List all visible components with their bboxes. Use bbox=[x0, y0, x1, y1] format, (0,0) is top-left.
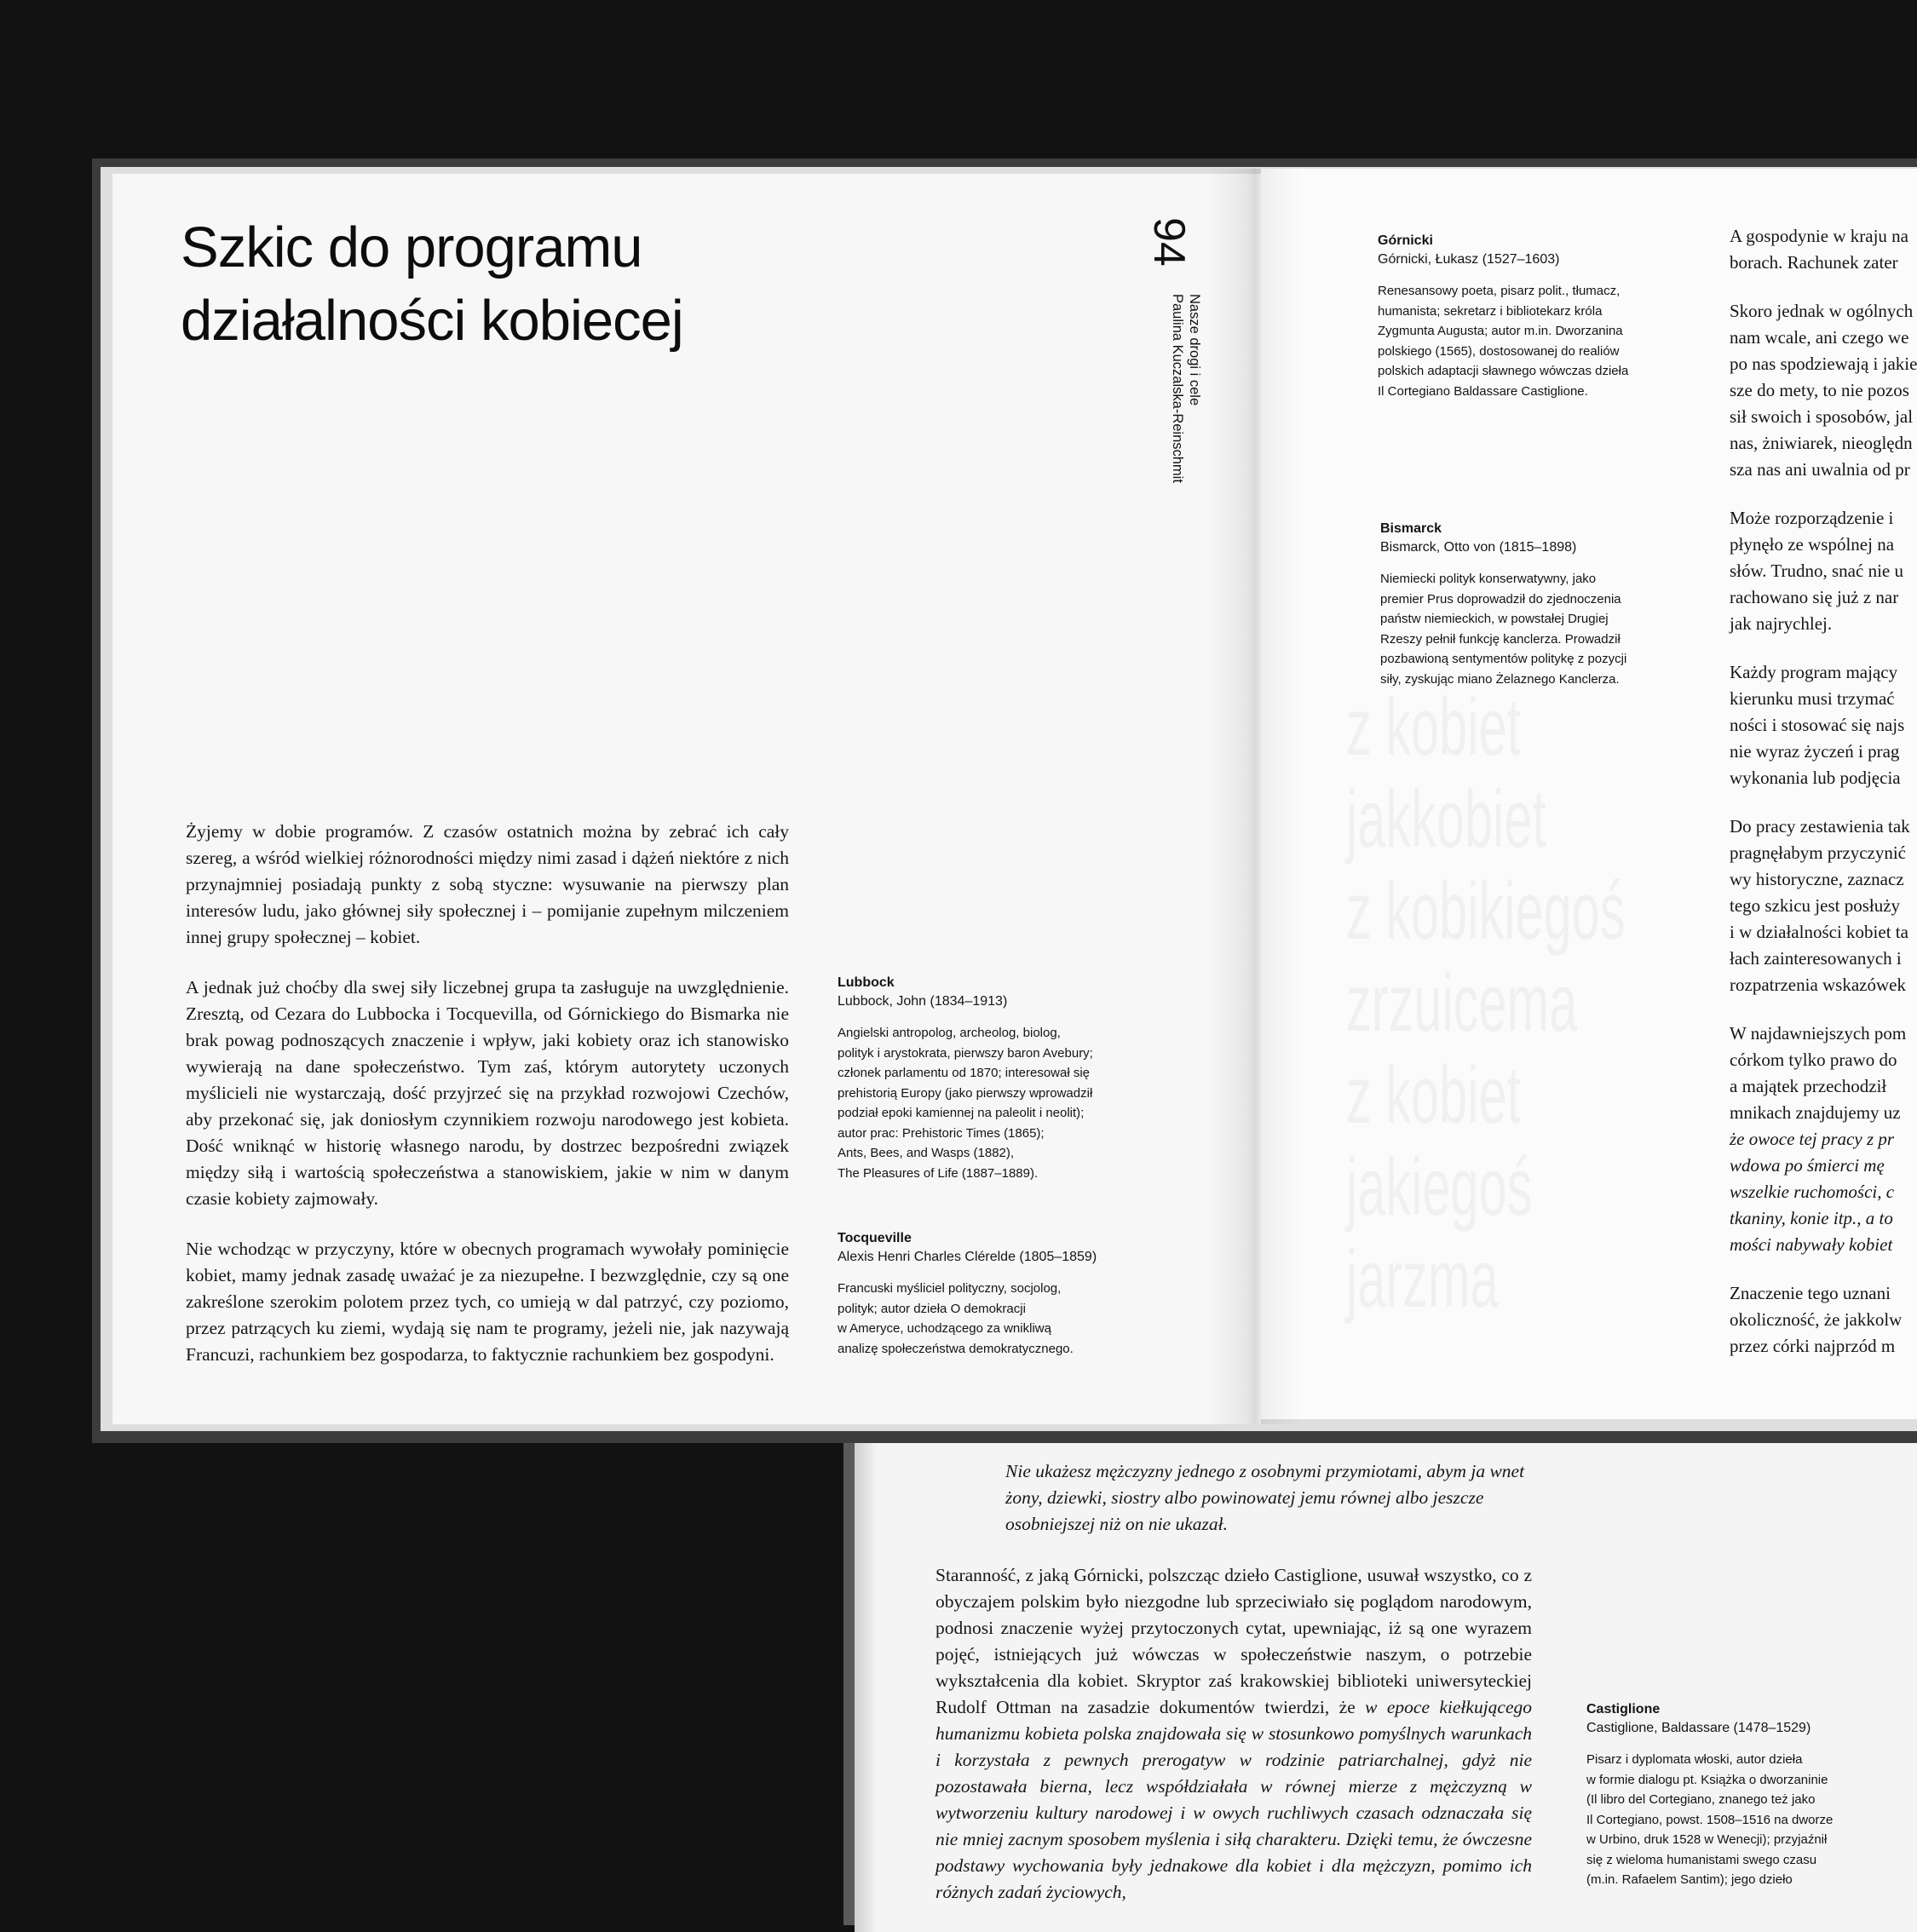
note-subtitle: Górnicki, Łukasz (1527–1603) bbox=[1378, 252, 1560, 267]
line: nie wyraz życzeń i prag bbox=[1730, 741, 1900, 762]
line: borach. Rachunek zater bbox=[1730, 252, 1898, 273]
ghost-word bbox=[1346, 773, 1642, 865]
note-castiglione bbox=[1586, 1700, 1917, 1890]
second-book-body-plain: Staranność, z jaką Górnicki, polszcząc dzieło Castiglione, usuwał wszystko, co z obyczajem polskim było niezgodne lub sprzeciwiało się poglądom narodowym, podnosi znaczenie wyżej przytoczonych cytat, upewniając, iż są one wyrazem pojęć, istniejących już wówczas w społeczeństwie naszym, o potrzebie wykształcenia dla kobiet. Skryptor zaś krakowskiej biblioteki uniwersyteckiej Rudolf Ottman na zasadzie dokumentów twierdzi, że bbox=[935, 1565, 1532, 1717]
note-body: Renesansowy poeta, pisarz polit., tłumacz, humanista; sekretarz i bibliotekarz króla Zygmunta Augusta; autor m.in. Dworzanina polskiego (1565), dostosowanej do realiów polskich adaptacji sławnego wówczas dzieła Il Cortegiano Baldassare Castiglione. bbox=[1378, 284, 1629, 399]
book-gutter bbox=[1208, 169, 1302, 1424]
line: po nas spodziewają i jakie bbox=[1730, 354, 1917, 374]
line: sza nas ani uwalnia od pr bbox=[1730, 459, 1910, 480]
line: mości nabywały kobiet bbox=[1730, 1234, 1893, 1255]
line: W najdawniejszych pom bbox=[1730, 1023, 1907, 1044]
line: nam wcale, ani czego we bbox=[1730, 327, 1909, 348]
note-body: Pisarz i dyplomata włoski, autor dzieła w formie dialogu pt. Książka o dworzaninie (Il libro del Cortegiano, znanego też jako Il Cortegiano, powst. 1508–1516 na dworze w Urbino, druk 1528 w Wenecji); przyjaźnił się z wieloma humanistami swego czasu (m.in. Rafaelem Santim); jego dzieło bbox=[1586, 1752, 1834, 1887]
title-line-2: działalności kobiecej bbox=[181, 289, 683, 353]
note-subtitle: Alexis Henri Charles Clérelde (1805–1859) bbox=[838, 1250, 1097, 1264]
line: rachowano się już z nar bbox=[1730, 587, 1899, 607]
line: sił swoich i sposobów, jal bbox=[1730, 406, 1914, 427]
line: Do pracy zestawienia tak bbox=[1730, 816, 1910, 837]
main-text bbox=[186, 819, 789, 1392]
line: a majątek przechodził bbox=[1730, 1076, 1887, 1096]
right-paragraph-3 bbox=[1730, 505, 1917, 637]
second-book-quote: Nie ukażesz mężczyzny jednego z osobnymi przymiotami, abym ja wnet żony, dziewki, siostry albo powinowatej jemu równej albo jeszcze osobniejszej niż on nie ukazał. bbox=[1005, 1461, 1525, 1534]
show-through-text bbox=[1346, 681, 1642, 1325]
right-paragraph-1 bbox=[1730, 223, 1917, 276]
line: wszelkie ruchomości, c bbox=[1730, 1182, 1895, 1202]
paragraph-1: Żyjemy w dobie programów. Z czasów ostatnich można by zebrać ich cały szereg, a wśród wielkiej różnorodności między nimi zasad i dążeń niektóre z nich przynajmniej posiadają punkty z sobą styczne: wysuwanie na pierwszy plan interesów ludu, jako głównej siły społecznej i – pomijanie zupełnym milczeniem innej grupy społecznej – kobiet. bbox=[186, 821, 789, 947]
note-title: Górnicki bbox=[1378, 233, 1433, 248]
note-body: Niemiecki polityk konserwatywny, jako premier Prus doprowadził do zjednoczenia państw niemieckich, w powstałej Drugiej Rzeszy pełnił funkcję kanclerza. Prowadził pozbawioną sentymentów politykę z pozycji siły, zyskując miano Żelaznego Kanclerza. bbox=[1380, 572, 1627, 687]
line: że owoce tej pracy z pr bbox=[1730, 1129, 1895, 1149]
line: tkaniny, konie itp., a to bbox=[1730, 1208, 1893, 1228]
ghost-word bbox=[1346, 1049, 1642, 1141]
right-paragraph-7 bbox=[1730, 1280, 1917, 1360]
note-subtitle: Lubbock, John (1834–1913) bbox=[838, 994, 1008, 1009]
page-title bbox=[181, 211, 828, 358]
note-tocqueville bbox=[838, 1229, 1161, 1359]
right-paragraph-4 bbox=[1730, 659, 1917, 791]
ghost-word bbox=[1346, 681, 1642, 773]
note-body: Angielski antropolog, archeolog, biolog, polityk i arystokrata, pierwszy baron Avebury; członek parlamentu od 1870; interesował się prehistorią Europy (jako pierwszy wprowadził podział epoki kamiennej na paleolit i neolit); autor prac: Prehistoric Times (1865); Ants, Bees, and Wasps (1882), The Pleasures of Life (1887–1889). bbox=[838, 1026, 1093, 1181]
note-bismarck bbox=[1380, 520, 1695, 689]
right-paragraph-6 bbox=[1730, 1021, 1917, 1258]
note-subtitle: Bismarck, Otto von (1815–1898) bbox=[1380, 540, 1577, 555]
note-title: Lubbock bbox=[838, 975, 895, 990]
line: pragnęłabym przyczynić bbox=[1730, 842, 1906, 863]
line: córkom tylko prawo do bbox=[1730, 1049, 1897, 1070]
paragraph-2: A jednak już choćby dla swej siły liczebnej grupa ta zasługuje na uwzględnienie. Zresztą, od Cezara do Lubbocka i Tocquevilla, od Górnickiego do Bismarka nie brak powag podnoszących znaczenie i wpływ, jaki kobiety oraz ich stanowisko wywierają na dane społeczeństwo. Tym zaś, którym autorytety uczonych myślicieli nie wystarczają, dość przyjrzeć się na przykład rozwojowi Czechów, aby przekonać się, jak doniosłym czynnikiem rozwoju narodowego jest kobieta. Dość wniknąć w historię własnego narodu, by dostrzec bezpośredni związek między siłą i wartością społeczeństwa a stanowiskiem, jakie w nim w danym czasie kobiety zajmowały. bbox=[186, 977, 789, 1209]
line: rozpatrzenia wskazówek bbox=[1730, 975, 1906, 995]
note-title: Bismarck bbox=[1380, 521, 1442, 536]
line: wy historyczne, zaznacz bbox=[1730, 869, 1904, 889]
line: wdowa po śmierci mę bbox=[1730, 1155, 1885, 1176]
line: łach zainteresowanych i bbox=[1730, 948, 1902, 969]
right-paragraph-5 bbox=[1730, 814, 1917, 998]
second-book-body bbox=[935, 1562, 1532, 1906]
line: mnikach znajdujemy uz bbox=[1730, 1102, 1901, 1123]
ghost-word bbox=[1346, 1141, 1642, 1233]
line: nas, żniwiarek, nieoględn bbox=[1730, 433, 1913, 453]
running-head-author: Paulina Kuczalska-Reinschmit bbox=[1170, 294, 1185, 483]
title-line-1: Szkic do programu bbox=[181, 216, 642, 279]
line: przez córki najprzód m bbox=[1730, 1336, 1896, 1356]
note-lubbock bbox=[838, 974, 1161, 1183]
running-head bbox=[1169, 294, 1203, 483]
line: płynęło ze wspólnej na bbox=[1730, 534, 1895, 555]
line: okoliczność, że jakkolw bbox=[1730, 1309, 1903, 1330]
line: jak najrychlej. bbox=[1730, 613, 1833, 634]
line: sze do mety, to nie pozos bbox=[1730, 380, 1909, 400]
line: wykonania lub podjęcia bbox=[1730, 768, 1901, 788]
note-body: Francuski myśliciel polityczny, socjolog, polityk; autor dzieła O demokracji w Ameryce, uchodzącego za wnikliwą analizę społeczeństwa demokratycznego. bbox=[838, 1281, 1074, 1356]
ghost-word bbox=[1346, 957, 1642, 1049]
line: Każdy program mający bbox=[1730, 662, 1898, 682]
line: Skoro jednak w ogólnych bbox=[1730, 301, 1914, 321]
line: Znaczenie tego uznani bbox=[1730, 1283, 1891, 1303]
line: Może rozporządzenie i bbox=[1730, 508, 1894, 528]
line: słów. Trudno, snać nie u bbox=[1730, 561, 1903, 581]
ghost-word bbox=[1346, 1233, 1642, 1325]
line: i w działalności kobiet ta bbox=[1730, 922, 1908, 942]
second-book-gutter bbox=[855, 1421, 877, 1932]
right-paragraph-2 bbox=[1730, 298, 1917, 483]
note-gornicki bbox=[1378, 232, 1693, 401]
note-title: Castiglione bbox=[1586, 1702, 1661, 1716]
line: A gospodynie w kraju na bbox=[1730, 226, 1908, 246]
page-number: 94 bbox=[1144, 217, 1194, 267]
paragraph-3: Nie wchodząc w przyczyny, które w obecnych programach wywołały pominięcie kobiet, mamy jednak zasadę uważać je za niezupełne. I bezwzględnie, czy są one zakreślone szerokim polotem przez tych, co umieją w dal patrzyć, czy poziomo, przez patrzących ku ziemi, wydają się nam te programy, jeżeli nie, jak nazywają Francuzi, rachunkiem bez gospodarza, to faktycznie rachunkiem bez gospodyni. bbox=[186, 1239, 789, 1365]
right-column-text bbox=[1730, 223, 1917, 1382]
running-head-section: Nasze drogi i cele bbox=[1187, 294, 1202, 406]
line: ności i stosować się najs bbox=[1730, 715, 1905, 735]
ghost-word bbox=[1346, 865, 1642, 957]
line: tego szkicu jest posłuży bbox=[1730, 895, 1901, 916]
note-title: Tocqueville bbox=[838, 1231, 912, 1245]
second-book-body-italic: w epoce kiełkującego humanizmu kobieta polska znajdowała się w stosunkowo pomyślnych warunkach i korzystała z pewnych prerogatyw w rodzinie patriarchalnej, gdyż nie pozostawała bierna, lecz współdziałała w równej mierze z mężczyzną w wytworzeniu kultury narodowej i w owych ruchliwych czasach odznaczała się nie mniej zacnym sposobem myślenia i siłą charakteru. Dzięki temu, że ówczesne podstawy wychowania były jednakowe dla kobiet i dla mężczyzn, pomimo ich różnych zadań życiowych, bbox=[935, 1697, 1532, 1902]
note-subtitle: Castiglione, Baldassare (1478–1529) bbox=[1586, 1721, 1811, 1735]
line: kierunku musi trzymać bbox=[1730, 688, 1895, 709]
